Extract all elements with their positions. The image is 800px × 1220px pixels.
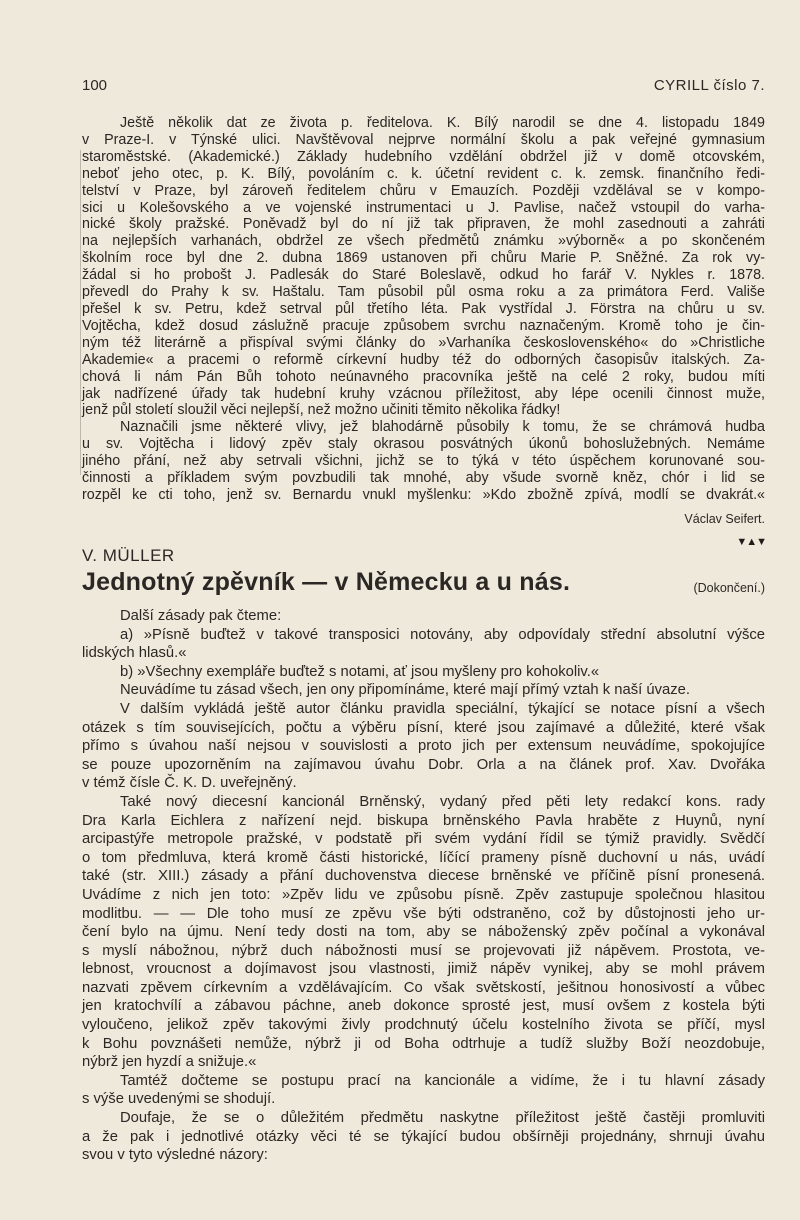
paragraph — [82, 793, 765, 1072]
text-line: s myslí nábožnou, nýbrž duch nábožnosti musí se projevovati již nápěvem. Prostota, ve- — [82, 942, 765, 959]
text-line: o tom předmluva, která kromě části historické, líčící prameny písně duchovní u nás, uvádí — [82, 849, 765, 866]
text-line: jiného přání, než aby setrvali všichni, jichž se to týká v této úspěchem korunované sou- — [82, 453, 765, 470]
text-line: nické školy pražské. Poněvadž byl do ní již tak připraven, že mohl zasednouti a zahráti — [82, 216, 765, 233]
article-1-body — [82, 115, 765, 504]
text-line: přešel k sv. Petru, kdež setrval půl třetího léta. Pak vystřídal J. Förstra na chůru u sv. — [82, 300, 765, 317]
text-line: Vojtěcha, kdež dosud záslužně pracuje způsobem svrchu naznačeným. Kromě toho je čin- — [82, 317, 765, 334]
text-line: jenž půl století sloužil věci nejlepší, než možno učiniti těmito několika řádky! — [82, 402, 561, 419]
text-line: k Bohu povznášeti nemůže, nýbrž ji od Boha odtrhuje a tudíž služby Boží neozdobuje, — [82, 1035, 765, 1052]
text-line: otázek s tím souvisejících, počtu a výběru písní, které jsou zajímavé a důležité, které však — [82, 719, 765, 736]
text-line: v témž čísle Č. K. D. uveřejněný. — [82, 775, 297, 792]
text-line: lidských hlasů.« — [82, 645, 187, 662]
page-number: 100 — [82, 77, 108, 94]
paragraph — [82, 607, 765, 626]
text-line: žádal si ho probošt J. Padlesák do Staré Boleslavě, odkud ho farář V. Nykles r. 1878. — [82, 267, 765, 284]
text-line: sici u Kolešovského a ve vojenské instrumentaci u J. Pavlise, načež vstoupil do varha- — [82, 199, 765, 216]
text-line: Dra Karla Eichlera z nařízení nejd. biskupa brněnského Pavla hraběte z Huynů, nyní — [82, 812, 765, 829]
text-line: vyloučeno, jelikož zpěv takovými živly prodchnutý účelu kostelního života se příčí, mysl — [82, 1017, 765, 1034]
text-line: se pouze upozorněním na zajímavou úvahu Dobr. Orla a na článek prof. Xav. Dvořáka — [82, 756, 765, 773]
text-line: telství v Praze, byl zároveň ředitelem chůru v Emauzích. Později vzdělával se v kompo- — [82, 182, 765, 199]
text-line: V dalším vykládá ještě autor článku pravidla speciální, týkající se notace písní a všech — [120, 700, 765, 717]
article-author: V. MÜLLER — [82, 546, 175, 565]
text-line: s výše uvedenými se shodují. — [82, 1091, 276, 1108]
text-line: na nejlepších varhanách, obdržel ze všech předmětů známku »výborně« a po skončeném — [82, 233, 765, 250]
text-line: Tamtéž dočteme se postupu prací na kancionále a vidíme, že i tu hlavní zásady — [120, 1072, 765, 1089]
text-line: Další zásady pak čteme: — [120, 608, 282, 624]
section-ornament-icon: ▼▲▼ — [736, 536, 766, 548]
text-line: převedl do Prahy k sv. Haštalu. Tam působil půl osma roku a za primátora Ferd. Vališe — [82, 284, 765, 301]
text-line: činnosti a příkladem svým povzbudili tak mnohé, aby všude svorně kněz, chór i lid se — [82, 470, 765, 487]
text-line: modlitbu. — — Dle toho musí ze zpěvu vše býti odstraněno, což by důstojnosti jeho ur- — [82, 905, 765, 922]
text-line: Neuvádíme tu zásad všech, jen ony připomínáme, které mají přímý vztah k naší úvaze. — [120, 682, 690, 699]
text-line: v Praze-I. v Týnské ulici. Navštěvoval nejprve normální školu a pak veřejné gymnasium — [82, 131, 765, 148]
text-line: nazvati zpěvem církevním a vzdělávajícím. Co však světskostí, ješitnou honosivostí a vůbec — [82, 979, 765, 996]
paragraph — [82, 419, 765, 504]
text-line: Doufaje, že se o důležitém předmětu naskytne příležitost ještě častěji promluviti — [120, 1110, 765, 1127]
article-2-body — [82, 607, 765, 1165]
paragraph — [82, 115, 765, 419]
text-line: také (str. XIII.) zásady a přání duchovenstva diecese brněnské ve příčině písní pronesená. — [82, 868, 765, 885]
paragraph — [82, 663, 765, 682]
text-line: arcipastýře metropole pražské, v podstatě při svém vydání řídil se týmiž pravidly. Svědčí — [82, 831, 765, 848]
running-head: CYRILL číslo 7. — [653, 77, 765, 94]
text-line: jak nadřízené úřady tak hudební kruhy vzácnou příležitost, aby lépe ocenili činnost muže, — [82, 385, 765, 402]
text-line: u sv. Vojtěcha i lidový zpěv staly okrasou posvátných úkonů bohoslužebných. Nemáme — [82, 436, 765, 453]
text-line: školním roce byl dne 2. dubna 1869 ustanoven při chůru Marie P. Sněžné. Za rok vy- — [82, 250, 765, 267]
text-line: přímo s úvahou naší nejsou v souvislosti a proto jich per extensum neuvádíme, spokojujíce — [82, 738, 765, 755]
article-title: Jednotný zpěvník — v Německu a u nás. — [82, 568, 571, 596]
text-line: nýbrž jen hyzdí a snižuje.« — [82, 1054, 257, 1071]
paragraph — [82, 1109, 765, 1165]
text-line: Uvádíme z nich jen toto: »Zpěv lidu ve způsobu písně. Zpěv zastupuje společnou hlasitou — [82, 886, 765, 903]
text-line: chová li nám Pán Bůh tohoto neúnavného pracovníka ještě na celé 2 roky, budou míti — [82, 368, 765, 385]
text-line: Naznačili jsme některé vlivy, jež blahodárně působily k tomu, že se chrámová hudba — [120, 419, 765, 436]
text-line: a) »Písně buďtež v takové transposici notovány, aby odpovídaly střední absolutní výšce — [120, 626, 765, 643]
text-line: a že pak i jednotlivé otázky věci té se týkající budou obšírněji projednány, shrnuji úvahu — [82, 1128, 765, 1145]
paragraph — [82, 681, 765, 700]
continued-note: (Dokončení.) — [693, 581, 765, 595]
text-line: čení bylo na újmu. Není tedy dosti na tom, aby se náboženský zpěv počínal a vykonával — [82, 924, 765, 941]
margin-rule — [80, 150, 81, 475]
text-line: jen kratochvílí a zábavou páchne, aneb dokonce sprosté jest, musí ovšem z kostela býti — [82, 998, 765, 1015]
text-line: Také nový diecesní kancionál Brněnský, vydaný před pěti lety redakcí kons. rady — [120, 793, 765, 810]
text-line: Akademie« a pracemi o reformě církevní hudby též do odborných časopisův italských. Za- — [82, 351, 765, 368]
paragraph — [82, 1072, 765, 1109]
text-line: ným též literárně a přispíval svými články do »Varhaníka československého« do »Christliche — [82, 334, 765, 351]
text-line: rozpěl ke cti toho, jenž sv. Bernardu vnukl myšlenku: »Kdo zbožně zpívá, modlí se dvakrát.« — [82, 486, 765, 503]
text-line: staroměstské. (Akademické.) Základy hudebního vzdělání obdržel již v domě otcovském, — [82, 148, 765, 165]
author-signature: Václav Seifert. — [684, 512, 765, 526]
text-line: b) »Všechny exempláře buďtež s notami, ať jsou myšleny pro kohokoliv.« — [120, 663, 600, 680]
text-line: lebnost, vroucnost a dojímavost jsou vlastnosti, jimiž nápěv vynikej, aby se mohl právem — [82, 961, 765, 978]
text-line: neboť jeho otec, p. K. Bílý, povoláním c. k. účetní revident c. k. zemsk. finančního ředi- — [82, 165, 765, 182]
text-line: Ještě několik dat ze života p. ředitelova. K. Bílý narodil se dne 4. listopadu 1849 — [120, 115, 765, 131]
paragraph — [82, 700, 765, 793]
paragraph — [82, 626, 765, 663]
text-line: svou v tyto výsledné názory: — [82, 1147, 268, 1164]
